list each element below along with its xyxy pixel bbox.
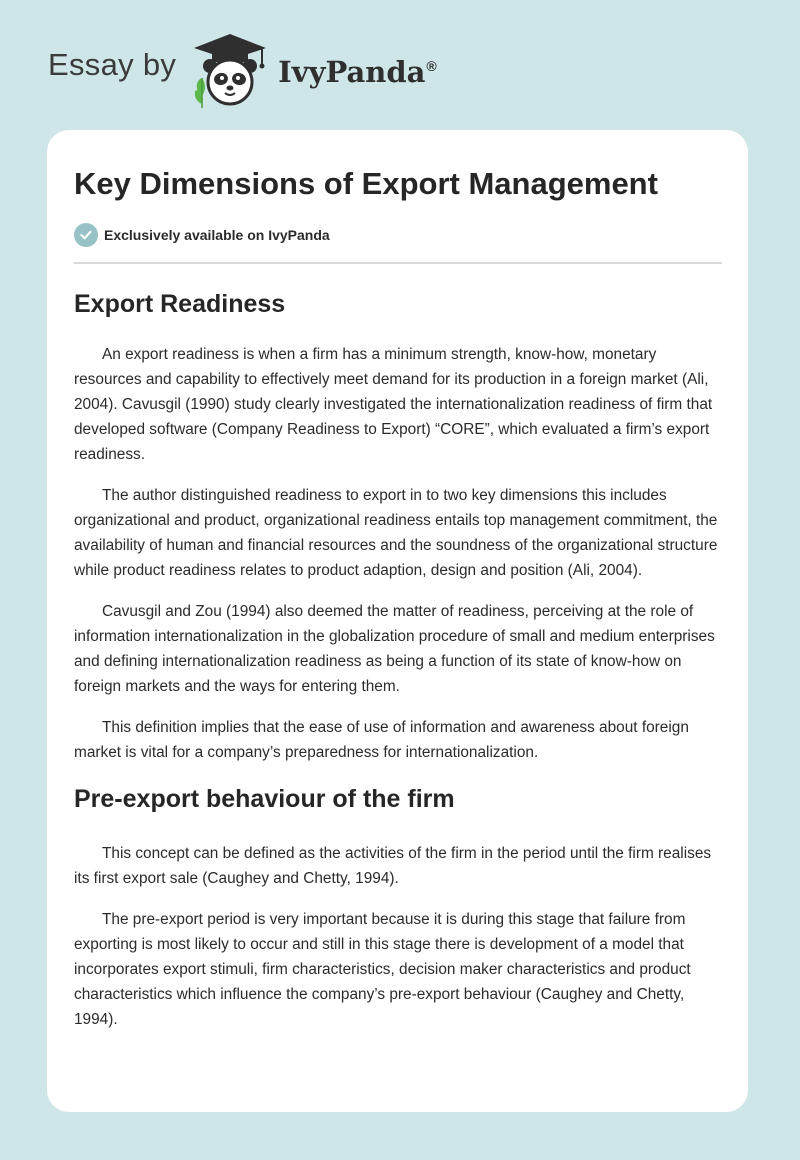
exclusive-badge — [74, 222, 722, 248]
badge-label: Exclusively available on IvyPanda — [104, 227, 330, 243]
paragraph: The pre-export period is very important because it is during this stage that failure from exporting is most likely to occur and still in this stage there is development of a model that incorporates export stimuli, firm characteristics, decision maker characteristics and product characteristics which influence the company’s pre-export behaviour (Caughey and Chetty, 1994). — [74, 911, 691, 1028]
section-heading-export-readiness: Export Readiness — [74, 290, 286, 318]
section-heading-pre-export: Pre-export behaviour of the firm — [74, 785, 455, 813]
paragraph: This concept can be defined as the activities of the firm in the period until the firm realises its first export sale (Caughey and Chetty, 1994). — [74, 845, 712, 887]
brand-name: IvyPanda® — [278, 55, 437, 89]
article-card — [47, 130, 748, 1112]
paragraph: This definition implies that the ease of use of information and awareness about foreign market is vital for a company’s preparedness for internationalization. — [74, 719, 689, 761]
page-title: Key Dimensions of Export Management — [74, 166, 658, 201]
brand-prefix: Essay by — [48, 47, 177, 82]
divider — [74, 262, 722, 264]
brand-header — [48, 30, 437, 110]
paragraph: The author distinguished readiness to export in to two key dimensions this includes organizational and product, organizational readiness entails top management commitment, the availability of human and financial resources and the soundness of the organizational structure while product readiness relates to product adaption, design and position (Ali, 2004). — [74, 487, 718, 579]
check-icon — [74, 223, 98, 247]
paragraph: Cavusgil and Zou (1994) also deemed the matter of readiness, perceiving at the role of information internationalization in the globalization procedure of small and medium enterprises and defining internationalization readiness as being a function of its state of know-how on foreign markets and the ways for entering them. — [74, 603, 715, 695]
paragraph: An export readiness is when a firm has a minimum strength, know-how, monetary resources and capability to effectively meet demand for its production in a foreign market (Ali, 2004). Cavusgil (1990) study clearly investigated the internationalization readiness of firm that developed software (Company Readiness to Export) “CORE”, which evaluated a firm’s export readiness. — [74, 346, 713, 463]
panda-logo-icon — [190, 30, 270, 110]
